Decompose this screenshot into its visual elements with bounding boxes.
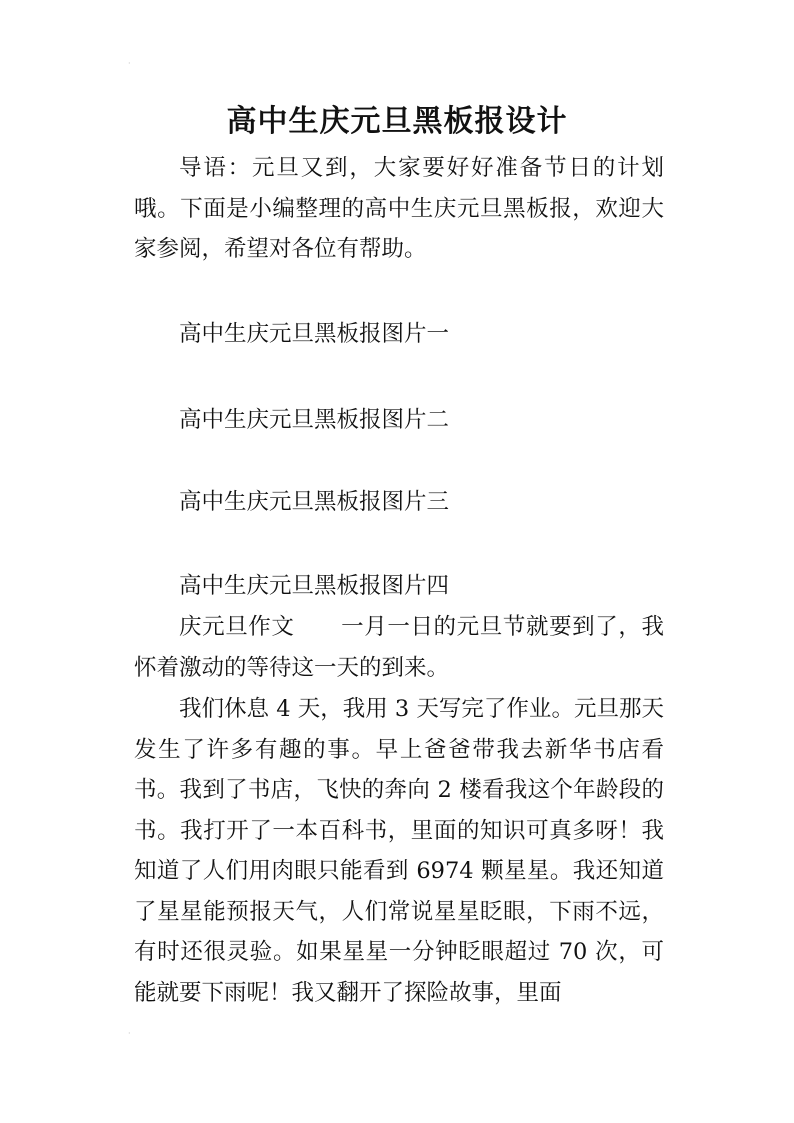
scan-speck: · [128,1029,131,1038]
image-caption-4: 高中生庆元旦黑板报图片四 [179,573,450,599]
scan-speck: · [128,59,131,68]
essay-paragraph-1 [134,607,664,688]
image-caption-1: 高中生庆元旦黑板报图片一 [179,321,450,347]
essay-opening-text: 一月一日的元旦节就要到了，我怀着激动的等待这一天的到来。 [134,614,664,681]
intro-paragraph: 导语：元旦又到，大家要好好准备节日的计划哦。下面是小编整理的高中生庆元旦黑板报，欢迎大家参阅，希望对各位有帮助。 [134,155,664,262]
essay-paragraph-2: 我们休息 4 天，我用 3 天写完了作业。元旦那天发生了许多有趣的事。早上爸爸带我去新华书店看书。我到了书店，飞快的奔向 2 楼看我这个年龄段的书。我打开了一本百科书，里面的知识可真多呀！我知道了人们用肉眼只能看到 6974 颗星星。我还知道了星星能预报天气，人们常说星星眨眼，下雨不远，有时还很灵验。如果星星一分钟眨眼超过 70 次，可能就要下雨呢！我又翻开了探险故事，里面 [134,696,664,1006]
page-title: 高中生庆元旦黑板报设计 [226,104,568,139]
image-caption-2: 高中生庆元旦黑板报图片二 [179,407,450,433]
image-caption-3: 高中生庆元旦黑板报图片三 [179,489,450,515]
essay-label: 庆元旦作文 [179,614,295,640]
